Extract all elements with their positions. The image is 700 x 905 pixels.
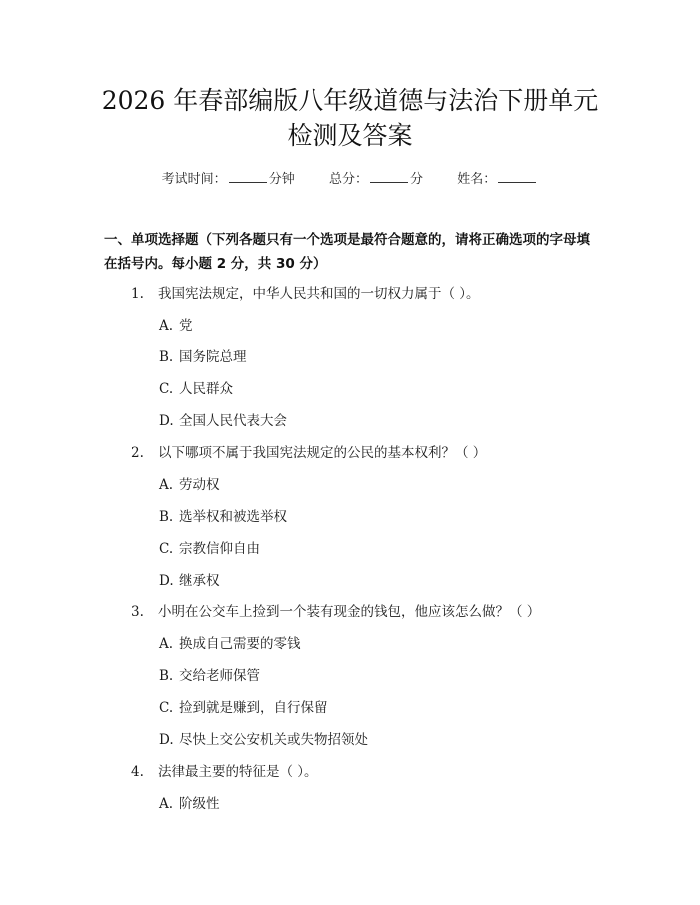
option-letter: B. [159,668,174,684]
option-text: 换成自己需要的零钱 [179,636,301,652]
question-text: 我国宪法规定，中华人民共和国的一切权力属于（ ）。 [158,286,480,302]
exam-time-blank[interactable] [229,170,267,183]
option-2d[interactable] [159,569,220,589]
option-3b[interactable] [159,664,260,684]
option-1d[interactable] [159,409,287,429]
student-name-blank[interactable] [498,170,536,183]
question-number: 1. [131,286,144,302]
option-2a[interactable] [159,473,220,493]
option-text: 党 [179,318,193,334]
question-2 [131,441,486,461]
option-1a[interactable] [159,314,193,334]
section-heading: 一、单项选择题（下列各题只有一个选项是最符合题意的，请将正确选项的字母填在括号内。每小题 2 分，共 30 分） [104,232,590,272]
question-number: 4. [131,764,144,780]
student-name-label: 姓名： [457,172,497,187]
option-4a[interactable] [159,792,220,812]
option-letter: A. [159,636,174,652]
total-score-field [329,168,423,187]
option-text: 劳动权 [179,477,220,493]
option-letter: C. [159,541,174,557]
option-text: 交给老师保管 [179,668,260,684]
question-number: 3. [131,604,144,620]
question-1 [131,282,480,302]
option-2c[interactable] [159,537,260,557]
student-name-field [457,168,538,187]
page-title-line-2: 检测及答案 [287,121,413,150]
option-text: 全国人民代表大会 [179,413,287,429]
total-score-blank[interactable] [370,170,408,183]
option-letter: B. [159,509,174,525]
question-text: 小明在公交车上捡到一个装有现金的钱包，他应该怎么做？（ ） [158,604,541,620]
exam-meta [0,168,700,187]
exam-time-unit: 分钟 [268,172,295,187]
option-1b[interactable] [159,345,247,365]
option-3c[interactable] [159,696,328,716]
page-title-line-1: 2026 年春部编版八年级道德与法治下册单元 [101,86,599,115]
option-2b[interactable] [159,505,287,525]
option-letter: C. [159,700,174,716]
option-text: 继承权 [179,573,220,589]
option-text: 选举权和被选举权 [179,509,287,525]
question-3 [131,600,540,620]
option-letter: B. [159,349,174,365]
option-letter: D. [159,573,174,589]
option-1c[interactable] [159,377,233,397]
question-text: 以下哪项不属于我国宪法规定的公民的基本权利？（ ） [158,445,487,461]
exam-time-label: 考试时间： [161,172,227,187]
total-score-label: 总分： [328,172,368,187]
option-letter: D. [159,732,174,748]
total-score-unit: 分 [410,172,424,187]
option-letter: D. [159,413,174,429]
option-text: 宗教信仰自由 [179,541,260,557]
option-text: 尽快上交公安机关或失物招领处 [179,732,368,748]
option-text: 国务院总理 [179,349,247,365]
question-number: 2. [131,445,144,461]
option-3a[interactable] [159,632,301,652]
option-letter: A. [159,796,174,812]
option-text: 人民群众 [179,381,233,397]
option-letter: A. [159,477,174,493]
option-3d[interactable] [159,728,368,748]
exam-time-field [162,168,295,187]
question-4 [131,760,318,780]
option-text: 捡到就是赚到，自行保留 [179,700,328,716]
option-letter: A. [159,318,174,334]
option-text: 阶级性 [179,796,220,812]
option-letter: C. [159,381,174,397]
question-text: 法律最主要的特征是（ ）。 [158,764,318,780]
